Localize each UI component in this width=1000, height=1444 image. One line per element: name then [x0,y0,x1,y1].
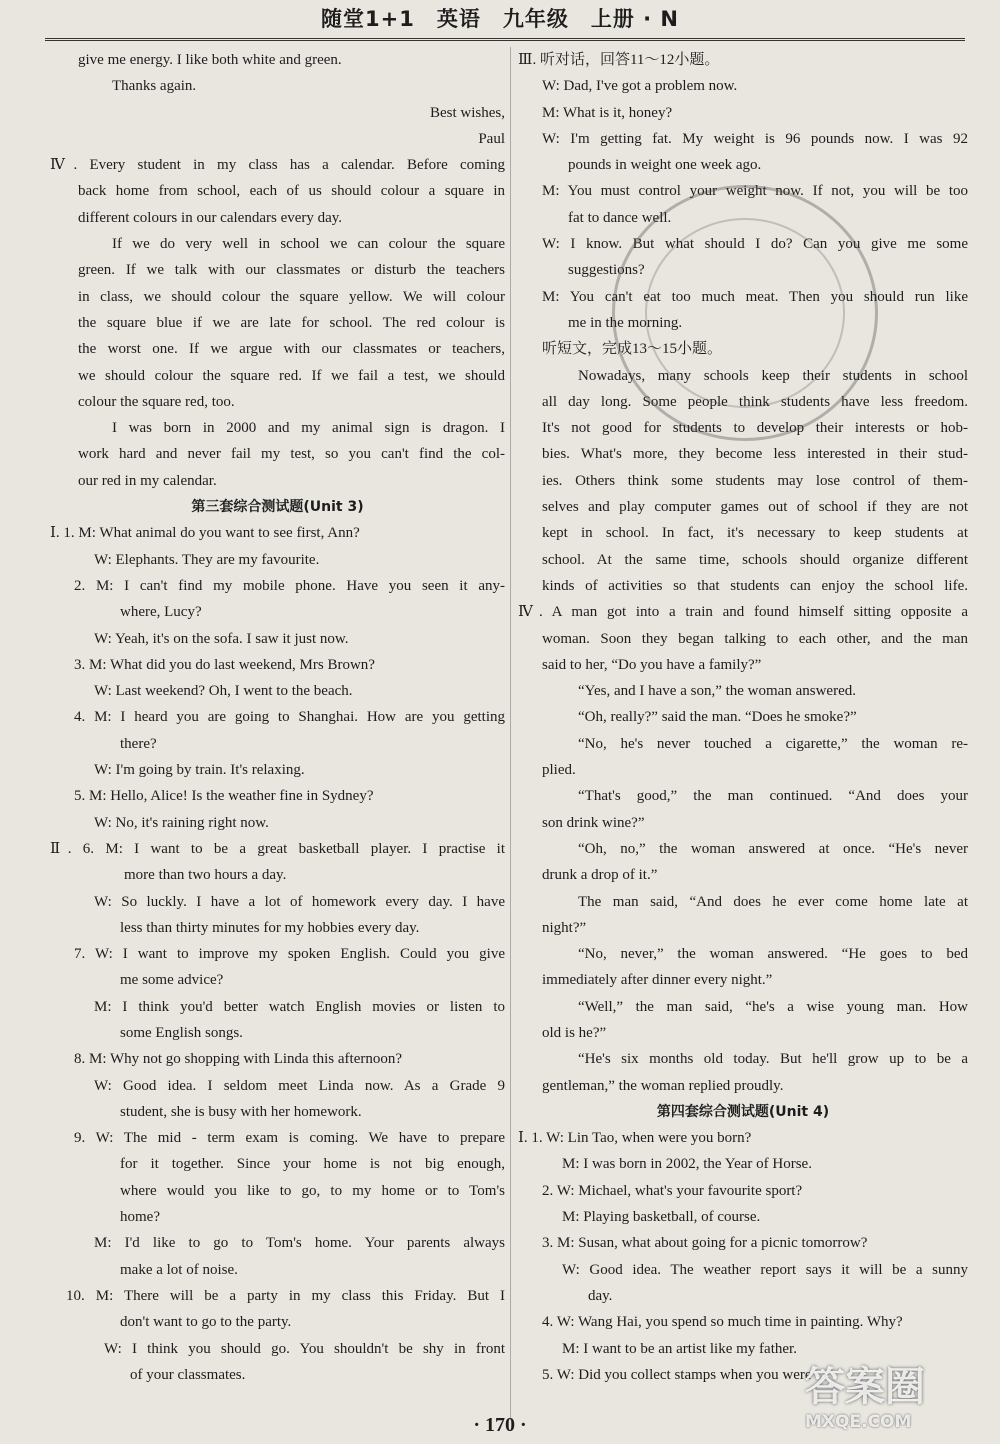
text-line: M: Playing basketball, of course. [562,1209,761,1226]
text-line: different colours in our calendars every day. [78,209,343,226]
text-line: 4. M: I heard you are going to Shanghai. How are you getting [74,709,505,726]
text-line: said to her, “Do you have a family?” [542,656,762,673]
text-line: woman. Soon they began talking to each other, and the man [542,630,968,647]
text-line: less than thirty minutes for my hobbies every day. [120,919,420,936]
text-line: me in the morning. [568,314,683,331]
header-title: 随堂1+1 英语 九年级 上册 · N [321,7,679,31]
text-line: It's not good for students to develop their interests or hob- [542,420,968,437]
text-line: W: Yeah, it's on the sofa. I saw it just now. [94,630,349,647]
text-line: old is he?” [542,1024,607,1041]
text-line: M: I was born in 2002, the Year of Horse. [562,1156,812,1173]
text-line: The man said, “And does he ever come home late at [578,893,968,910]
section-heading: 第三套综合测试题(Unit 3) [191,499,364,516]
text-line: Ⅰ. 1. W: Lin Tao, when were you born? [518,1130,752,1147]
section-heading: 第四套综合测试题(Unit 4) [656,1103,830,1120]
text-line: night?” [542,919,587,936]
text-line: “Oh, really?” said the man. “Does he smoke?” [578,709,857,726]
text-line: “No, he's never touched a cigarette,” the woman re- [578,735,968,752]
text-line: “Yes, and I have a son,” the woman answered. [578,683,856,700]
text-line: day. [588,1287,613,1304]
text-line: drunk a drop of it.” [542,867,658,884]
site-watermark [805,1355,990,1433]
text-line: Ⅱ. 6. M: I want to be a great basketball player. I practise it [50,840,505,857]
text-line: “Well,” the man said, “he's a wise young man. How [578,998,968,1015]
page-header [0,0,1000,42]
text-line: gentleman,” the woman replied proudly. [542,1077,784,1094]
text-line: W: I'm going by train. It's relaxing. [94,762,305,779]
text-line: immediately after dinner every night.” [542,972,773,989]
text-line: plied. [542,762,576,779]
text-line: back home from school, each of us should colour a square in [78,183,505,200]
text-line: 听短文，完成13～15小题。 [542,341,723,358]
text-line: school. At the same time, schools should organize different [542,551,968,568]
text-line: M: You can't eat too much meat. Then you should run like [542,288,968,305]
right-column [518,47,968,1388]
text-line: 2. M: I can't find my mobile phone. Have you seen it any- [74,577,505,594]
text-line: work hard and never fail my test, so you can't find the col- [78,446,505,463]
text-line: 2. W: Michael, what's your favourite sport? [542,1182,803,1199]
text-line: where, Lucy? [120,604,202,621]
text-line: our red in my calendar. [78,472,217,489]
text-line: W: Elephants. They are my favourite. [94,551,320,568]
left-column [50,47,505,1388]
text-line: give me energy. I like both white and green. [78,52,342,68]
text-line: Thanks again. [112,78,197,95]
text-line: “Oh, no,” the woman answered at once. “He's never [578,840,968,857]
text-line: 5. M: Hello, Alice! Is the weather fine in Sydney? [74,788,374,805]
page-number: · 170 · [473,1414,527,1436]
text-line: M: I'd like to go to Tom's home. Your parents always [94,1235,505,1252]
text-line: the worst one. If we argue with our classmates or teachers, [78,341,505,358]
text-line: all day long. Some people think students have less freedom. [542,393,968,410]
text-line: 3. M: Susan, what about going for a picnic tomorrow? [542,1235,868,1252]
text-line: I was born in 2000 and my animal sign is dragon. I [112,420,505,437]
text-line: Best wishes, [430,104,505,121]
text-line: If we do very well in school we can colour the square [112,236,505,253]
watermark-logo: 答案圈 [805,1364,925,1410]
text-line: where would you like to go, to my home or to Tom's [120,1182,505,1199]
text-line: M: I think you'd better watch English movies or listen to [94,998,505,1015]
text-line: selves and play computer games out of school if they are not [542,499,968,516]
text-line: Ⅲ. 听对话，回答11～12小题。 [518,52,720,68]
header-rule [45,38,965,41]
text-line: “No, never,” the woman answered. “He goes to bed [578,946,968,963]
text-line: kept in school. In fact, it's necessary to keep students at [542,525,968,542]
text-line: W: Last weekend? Oh, I went to the beach. [94,683,353,700]
text-line: 10. M: There will be a party in my class this Friday. But I [66,1287,505,1304]
text-line: M: What is it, honey? [542,104,673,121]
text-line: 7. W: I want to improve my spoken English. Could you give [74,946,505,963]
text-line: ies. Others think some students may lose control of them- [542,472,968,489]
text-line: 9. W: The mid - term exam is coming. We have to prepare [74,1130,505,1147]
watermark-url: MXQE.COM [805,1412,912,1432]
text-line: we should colour the square red. If we fail a test, we should [78,367,505,384]
text-line: Ⅰ. 1. M: What animal do you want to see first, Ann? [50,525,360,542]
text-line: W: So luckly. I have a lot of homework every day. I have [94,893,505,910]
text-line: Nowadays, many schools keep their students in school [578,367,968,384]
text-line: M: You must control your weight now. If not, you will be too [542,183,968,200]
text-line: me some advice? [120,972,224,989]
text-line: Ⅳ. Every student in my class has a calendar. Before coming [50,157,505,174]
text-line: in class, we should colour the square yellow. We will colour [78,288,505,305]
text-line: colour the square red, too. [78,393,235,410]
text-line: W: Dad, I've got a problem now. [542,78,738,95]
text-line: some English songs. [120,1024,243,1041]
text-line: home? [120,1209,160,1226]
text-line: of your classmates. [130,1366,246,1383]
text-line: green. If we talk with our classmates or disturb the teachers [78,262,505,279]
text-line: 3. M: What did you do last weekend, Mrs Brown? [74,656,375,673]
text-line: W: I'm getting fat. My weight is 96 pounds now. I was 92 [542,130,968,147]
text-line: student, she is busy with her homework. [120,1103,362,1120]
text-line: M: I want to be an artist like my father. [562,1340,797,1357]
text-line: the square blue if we are late for school. The red colour is [78,314,505,331]
text-line: there? [120,735,157,752]
text-line: make a lot of noise. [120,1261,238,1278]
text-line: don't want to go to the party. [120,1314,292,1331]
text-line: W: Good idea. The weather report says it will be a sunny [562,1261,968,1278]
text-line: fat to dance well. [568,209,672,226]
text-line: kinds of activities so that students can enjoy the school life. [542,577,968,594]
text-line: W: No, it's raining right now. [94,814,269,831]
text-line: Paul [478,130,505,147]
text-line: W: I know. But what should I do? Can you give me some [542,236,968,253]
text-line: 5. W: Did you collect stamps when you were [542,1366,812,1383]
text-line: pounds in weight one week ago. [568,157,762,174]
text-line: suggestions? [568,262,645,279]
text-line: son drink wine?” [542,814,645,831]
text-line: “That's good,” the man continued. “And does your [578,788,968,805]
text-line: Ⅳ. A man got into a train and found himself sitting opposite a [518,604,968,621]
column-divider [510,47,511,1419]
text-line: for it together. Since your home is not big enough, [120,1156,505,1173]
text-line: W: I think you should go. You shouldn't be shy in front [104,1340,505,1357]
text-line: “He's six months old today. But he'll grow up to be a [578,1051,968,1068]
text-line: 4. W: Wang Hai, you spend so much time in painting. Why? [542,1314,903,1331]
text-line: more than two hours a day. [124,867,287,884]
text-line: W: Good idea. I seldom meet Linda now. As a Grade 9 [94,1077,505,1094]
text-line: bies. What's more, they become less interested in their stud- [542,446,968,463]
text-line: 8. M: Why not go shopping with Linda this afternoon? [74,1051,403,1068]
